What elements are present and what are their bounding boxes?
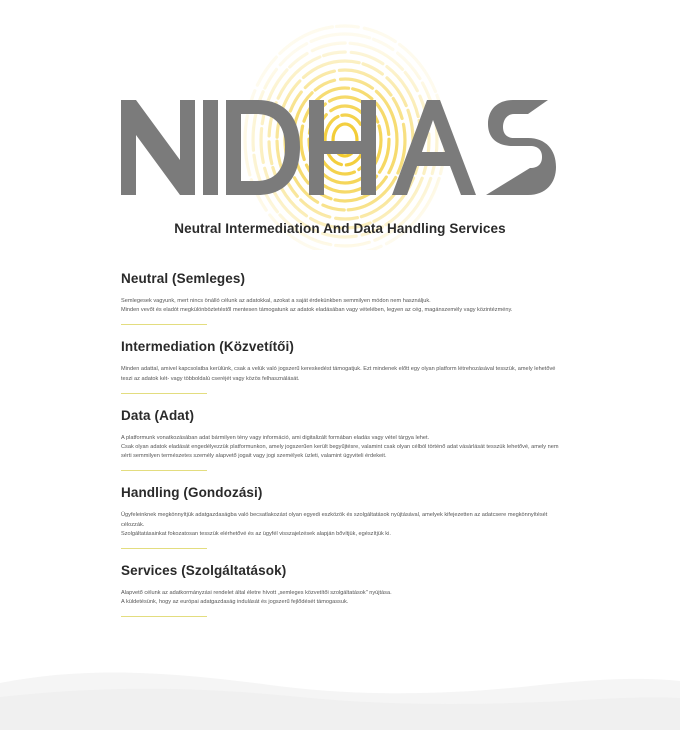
hero — [0, 0, 680, 250]
section-divider — [121, 470, 207, 471]
section-handling — [121, 484, 561, 549]
section-text: Semlegesek vagyunk, mert nincs önálló célunk az adatokkal, azokat a saját érdekünkben semmilyen módon nem használjuk. — [121, 298, 431, 304]
section-divider — [121, 324, 207, 325]
section-title: Handling (Gondozási) — [121, 485, 263, 501]
section-text: A platformunk vonatkozásában adat bármilyen tény vagy információ, ami digitalizált formában eladás vagy vétel tárgya lehet. — [121, 434, 430, 441]
section-text: Minden vevőt és eladót megkülönböztetéstől mentesen támogatunk az adatok eladásában vagy vételében, legyen az cég, magánszemély vagy közintézmény. — [121, 307, 513, 314]
section-text: Minden adattal, amivel kapcsolatba kerülünk, csak a velük való jogszerű kereskedést támogatjuk. Ezt mindenek előtt egy olyan platform létrehozásával tesszük, amely lehetővé teszi az adatok két- vagy többoldalú cseréjét vagy közös felhasználását. — [121, 366, 556, 382]
section-text: Csak olyan adatok eladását engedélyezzük platformunkon, amely jogszerűen került begyűjtésre, valamint csak olyan célból történő adat vásárlását tesszük lehetővé, amely nem sérti semmilyen természetes személy alapvető jogait vagy jogi személyek üzleti, valamint ügyviteli érdekeit. — [121, 444, 559, 460]
tagline: Neutral Intermediation And Data Handling Services — [174, 221, 506, 236]
section-text: Ügyfeleinknek megkönnyítjük adatgazdaságba való becsatlakozást olyan egyedi eszközök és szolgáltatások nyújtásával, amelyek kifejezetten az adatcsere megkönnyítését célozzák. — [121, 512, 548, 528]
section-title: Data (Adat) — [121, 407, 195, 423]
logo — [0, 0, 680, 250]
section-title: Neutral (Semleges) — [121, 271, 246, 286]
section-neutral — [121, 270, 561, 325]
footer-waves — [0, 655, 680, 730]
section-divider — [121, 548, 207, 549]
content-sections — [121, 270, 561, 630]
section-divider — [121, 616, 207, 617]
section-data — [121, 407, 561, 472]
section-services — [121, 562, 561, 617]
section-text: A küldetésünk, hogy az európai adatgazdaság indulását és jogszerű fejlődését támogassuk. — [121, 599, 349, 606]
section-title: Services (Szolgáltatások) — [121, 563, 287, 579]
section-text: Szolgáltatásainkat fokozatosan tesszük elérhetővé és az ügyfél visszajelzések alapján bővítjük, egészítjük ki. — [121, 530, 391, 537]
section-intermediation — [121, 338, 561, 393]
section-text: Alapvető célunk az adatkormányzási rendelet által életre hívott „semleges közvetítői szolgáltatások" nyújtása. — [121, 590, 392, 597]
section-title: Intermediation (Közvetítői) — [121, 339, 294, 355]
section-divider — [121, 393, 207, 394]
